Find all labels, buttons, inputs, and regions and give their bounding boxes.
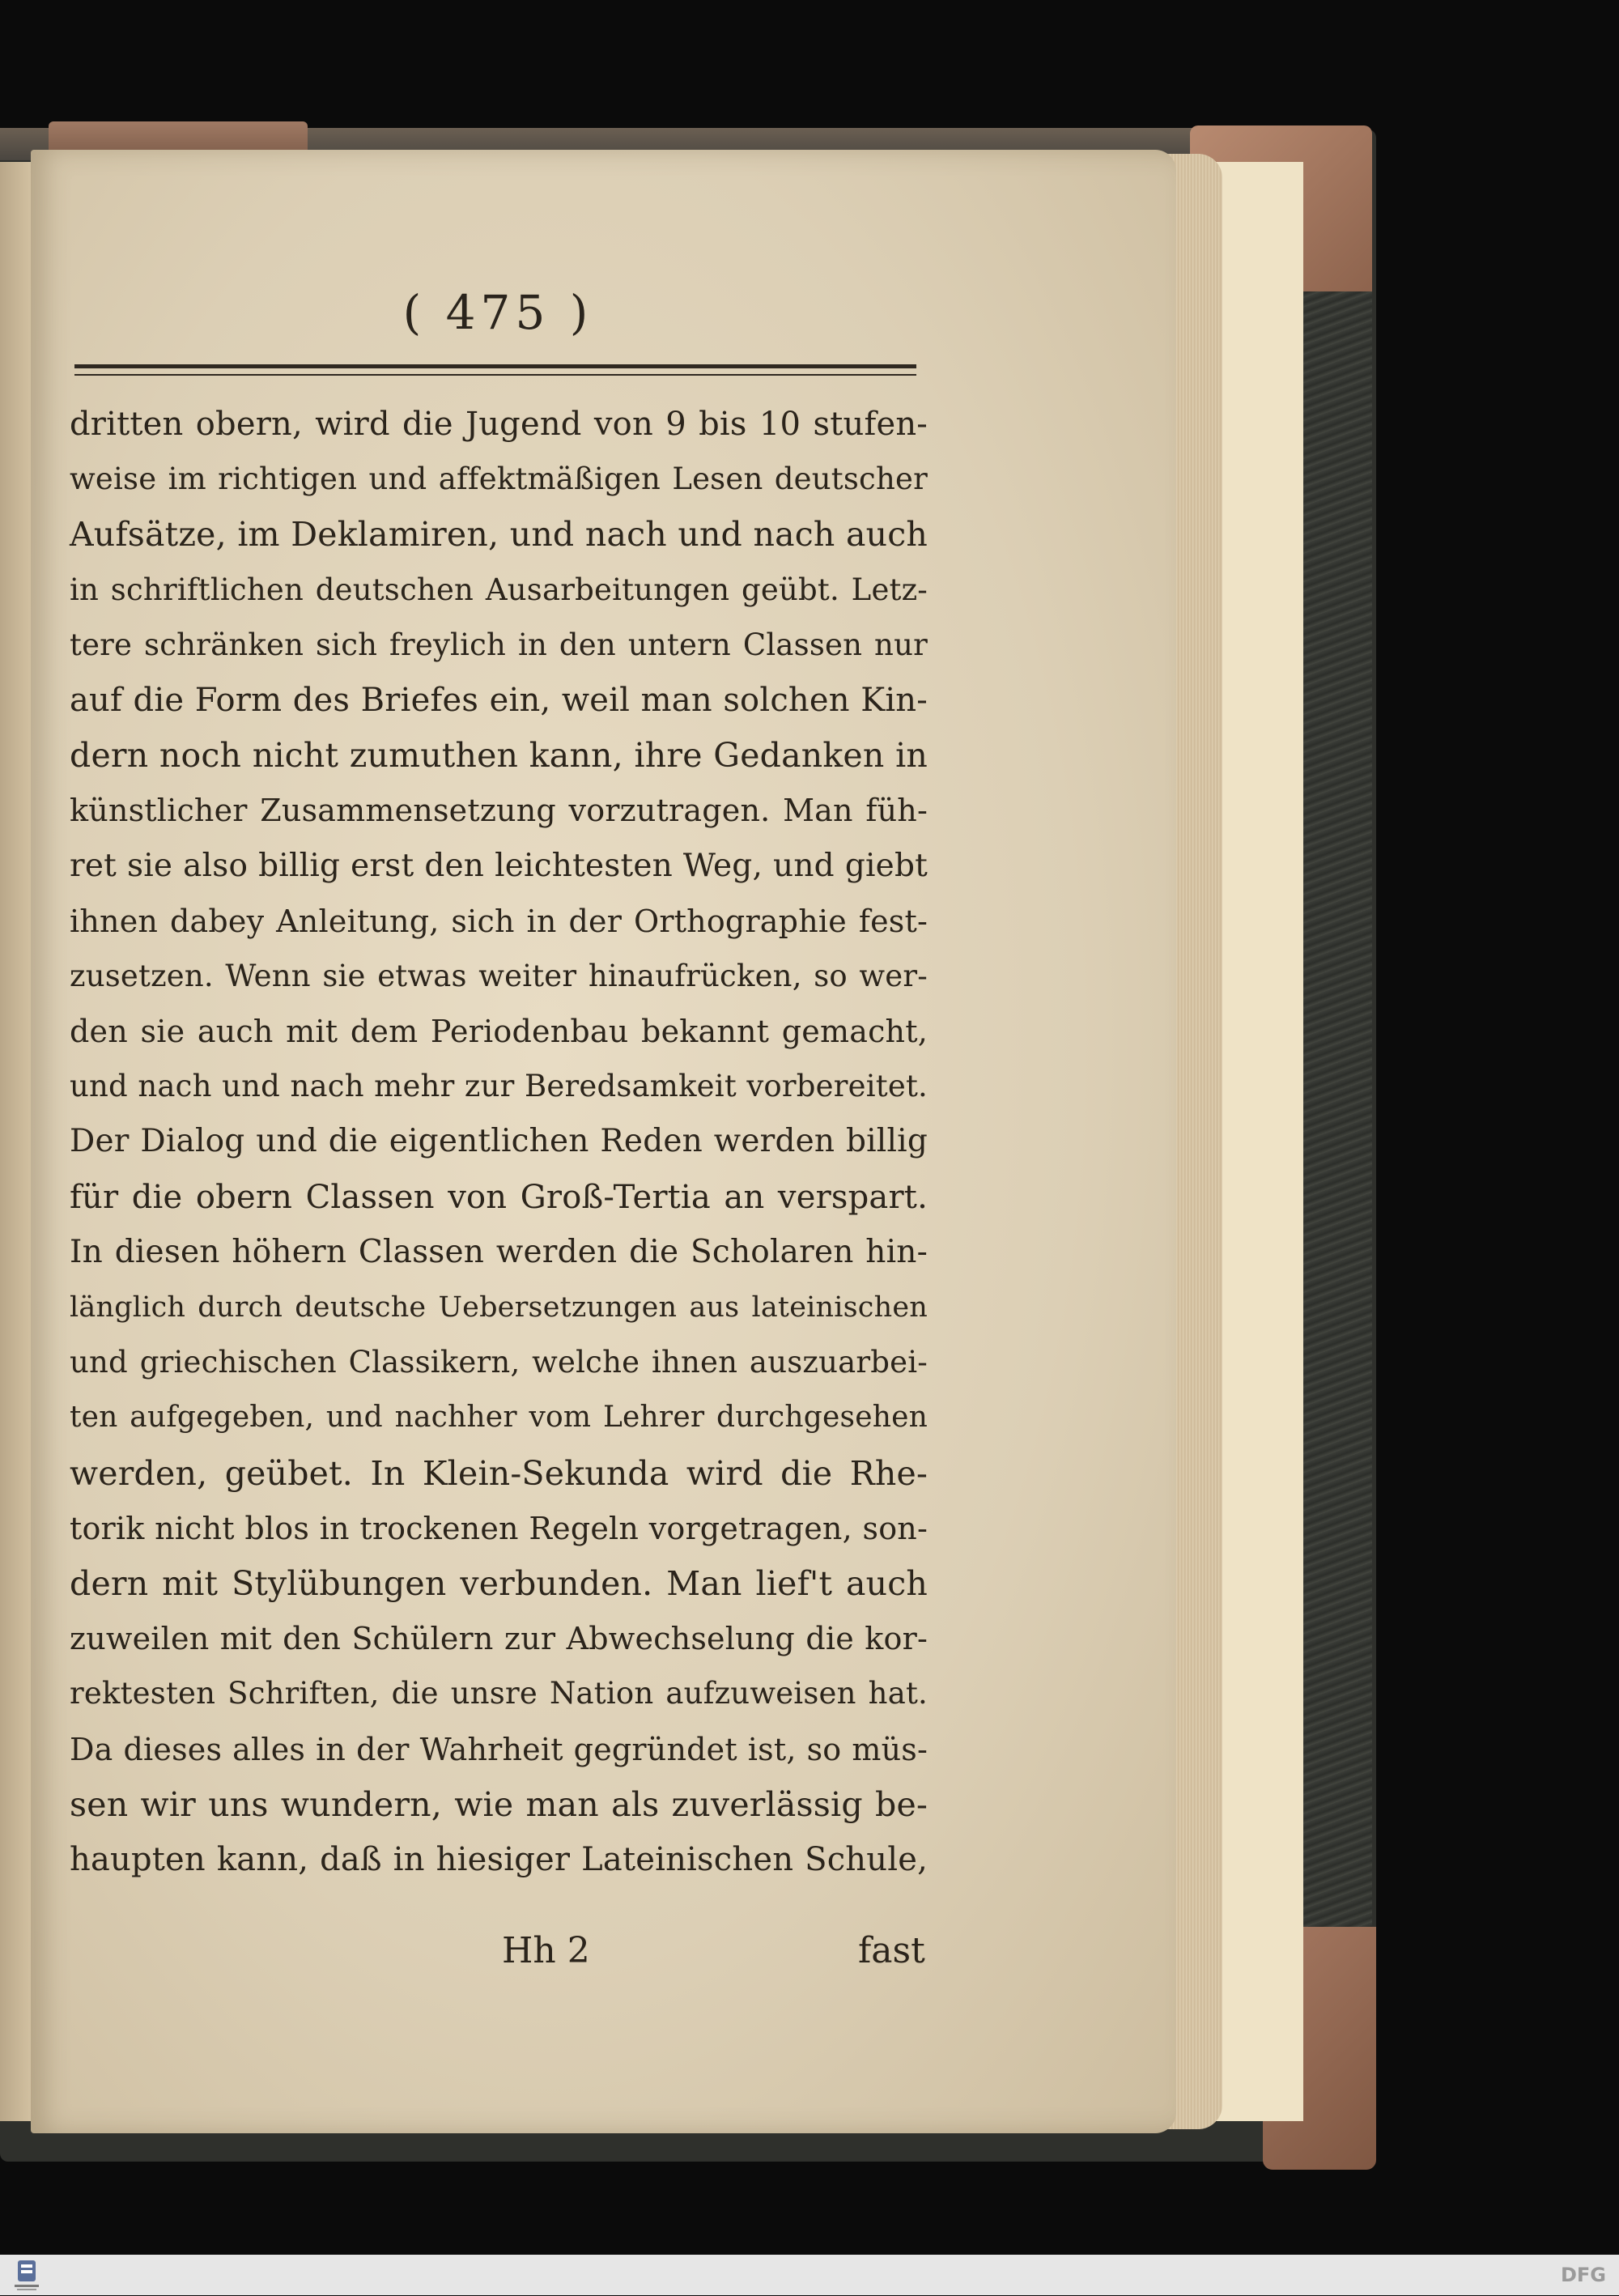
text-line: für die obern Classen von Groß-Tertia an verspart. bbox=[70, 1178, 928, 1216]
text-line: torik nicht blos in trockenen Regeln vorgetragen, son- bbox=[70, 1510, 928, 1546]
dfg-logo: DFG bbox=[1560, 2264, 1606, 2286]
text-line: werden, geübet. In Klein-Sekunda wird die Rhe- bbox=[70, 1453, 928, 1493]
text-line: Da dieses alles in der Wahrheit gegründet ist, so müs- bbox=[70, 1731, 928, 1767]
marbled-cover-edge bbox=[1295, 291, 1372, 1935]
text-line: den sie auch mit dem Periodenbau bekannt gemacht, bbox=[70, 1014, 928, 1050]
text-line: zusetzen. Wenn sie etwas weiter hinaufrücken, so wer- bbox=[70, 958, 928, 993]
text-line: haupten kann, daß in hiesiger Lateinischen Schule, bbox=[70, 1840, 928, 1878]
text-line: ihnen dabey Anleitung, sich in der Orthographie fest- bbox=[70, 903, 928, 939]
header-rule bbox=[74, 364, 916, 376]
text-line: dern mit Stylübungen verbunden. Man lief't auch bbox=[70, 1563, 928, 1603]
viewer-footer-bar bbox=[0, 2255, 1619, 2295]
text-line: Aufsätze, im Deklamiren, und nach und nach auch bbox=[70, 515, 928, 555]
catchword: fast bbox=[858, 1930, 925, 1971]
signature-mark: Hh 2 bbox=[502, 1930, 590, 1971]
text-line: dritten obern, wird die Jugend von 9 bis 10 stufen- bbox=[70, 406, 928, 443]
text-line: Der Dialog und die eigentlichen Reden werden billig bbox=[70, 1123, 928, 1160]
text-line: rektesten Schriften, die unsre Nation aufzuweisen hat. bbox=[70, 1676, 928, 1711]
text-line: dern noch nicht zumuthen kann, ihre Gedanken in bbox=[70, 736, 928, 776]
page-header bbox=[77, 285, 919, 350]
text-line: ret sie also billig erst den leichtesten Weg, und giebt bbox=[70, 847, 928, 884]
text-line: weise im richtigen und affektmäßigen Lesen deutscher bbox=[70, 461, 928, 497]
text-line: und griechischen Classikern, welche ihnen auszuarbei- bbox=[70, 1345, 928, 1380]
text-line: auf die Form des Briefes ein, weil man solchen Kin- bbox=[70, 681, 928, 719]
text-line: und nach und nach mehr zur Beredsamkeit vorbereitet. bbox=[70, 1069, 928, 1104]
text-line: tere schränken sich freylich in den untern Classen nur bbox=[70, 627, 928, 662]
text-line: länglich durch deutsche Uebersetzungen aus lateinischen bbox=[70, 1291, 928, 1324]
library-crest-icon bbox=[8, 2257, 45, 2293]
body-text bbox=[70, 397, 928, 1887]
text-line: zuweilen mit den Schülern zur Abwechselung die kor- bbox=[70, 1621, 928, 1657]
text-line: sen wir uns wundern, wie man als zuverlässig be- bbox=[70, 1784, 928, 1824]
text-line: In diesen höhern Classen werden die Scholaren hin- bbox=[70, 1233, 928, 1270]
text-line: künstlicher Zusammensetzung vorzutragen. Man füh- bbox=[70, 793, 928, 829]
page-number: ( 475 ) bbox=[402, 285, 593, 340]
text-line: in schriftlichen deutschen Ausarbeitungen geübt. Letz- bbox=[70, 572, 928, 607]
text-line: ten aufgegeben, und nachher vom Lehrer durchgesehen bbox=[70, 1401, 928, 1435]
